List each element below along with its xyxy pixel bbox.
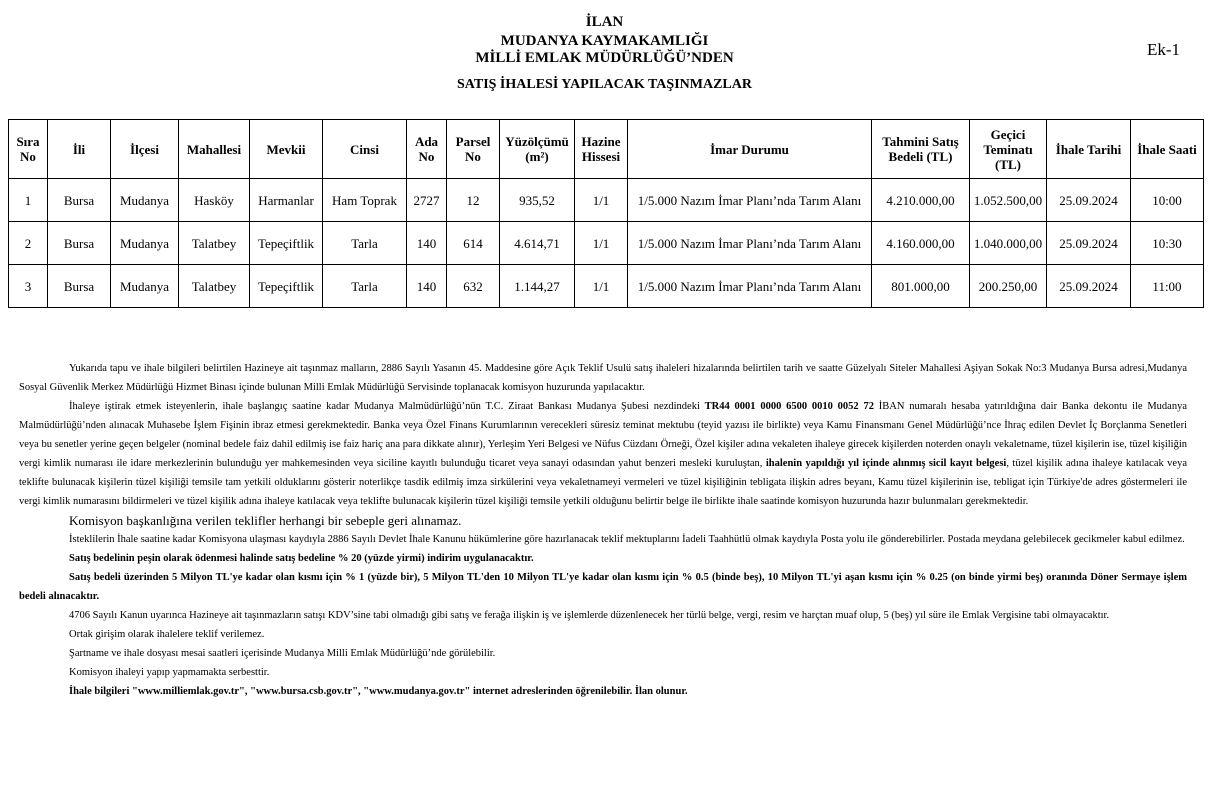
header-cell: Yüzölçümü (m²) [500, 120, 575, 179]
requirements-text: , tüzel kişilik adına ihaleye katılacak veya teklifte bulunacak kişilerin tüzel kişiliği temsile tam yetkili olduklarını gösterir noterlikçe tasdik edilmiş imza sirkülerini veya vekaletnameyi vermeleri ve tüzel kişiliğinin tebligata ilişkin adres beyanı, Kamu tüzel kişilerinin ise, tebligat için Türkiye'de adres göstermeleri ile vergi kimlik numarasını bildirmeleri ve tüzel kişilik adına ihaleye katılacak veya teklifte bulunacak kişilerin tüzel kişiliği temsile yetkili olduğunu belirtir belge ile birlikte ihale saatinde komisyon huzurunda hazır bulunmaları gerekmektedir. [19, 458, 1187, 507]
header-cell: Parsel No [447, 120, 500, 179]
paragraph-venue: Yukarıda tapu ve ihale bilgileri belirtilen Hazineye ait taşınmaz malların, 2886 Sayılı Yasanın 45. Maddesine göre Açık Teklif Usulü satış ihaleleri hizalarında belirtilen tarih ve saatte Güzelyalı Siteler Mahallesi Aşiyan Sokak No:3 Mudanya Bursa adresi,Mudanya Sosyal Güvenlik Merkez Müdürlüğü Hizmet Binası içinde bulunan Milli Emlak Müdürlüğü Servisinde toplanacak komisyon huzurunda yapılacaktır. [19, 363, 1187, 393]
notice-body [19, 359, 1187, 701]
header-cell: İmar Durumu [628, 120, 872, 179]
paragraph-specification: Şartname ve ihale dosyası mesai saatleri içerisinde Mudanya Milli Emlak Müdürlüğü’nde görülebilir. [69, 648, 496, 659]
table-cell: 25.09.2024 [1047, 222, 1131, 265]
notice-title: İLAN [585, 14, 624, 30]
table-cell: 1.040.000,00 [970, 222, 1047, 265]
table-cell: 632 [447, 265, 500, 308]
table-cell: 4.160.000,00 [872, 222, 970, 265]
table-cell: 25.09.2024 [1047, 265, 1131, 308]
header-cell: Cinsi [323, 120, 407, 179]
table-cell: 614 [447, 222, 500, 265]
table-cell: Mudanya [111, 222, 179, 265]
table-cell: 1.144,27 [500, 265, 575, 308]
paragraph-postal: İsteklilerin İhale saatine kadar Komisyona ulaşması kaydıyla 2886 Sayılı Devlet İhale Kanunu hükümlerine göre hazırlanacak teklif mektuplarını İadeli Taahhütlü olmak kaydıyla Posta yolu ile gönderebilirler. Postada meydana gelebilecek gecikmeler kabul edilmez. [69, 534, 1185, 545]
table-cell: 200.250,00 [970, 265, 1047, 308]
annex-label: Ek-1 [1147, 40, 1181, 59]
paragraph-requirements [19, 397, 1187, 511]
table-cell: Bursa [48, 222, 111, 265]
table-cell: Tarla [323, 222, 407, 265]
table-cell: 1.052.500,00 [970, 179, 1047, 222]
header-cell: Hazine Hissesi [575, 120, 628, 179]
table-cell: Harmanlar [250, 179, 323, 222]
table-cell: 1/1 [575, 265, 628, 308]
requirements-emphasis: ihalenin yapıldığı yıl içinde alınmış sicil kayıt belgesi [765, 458, 1007, 469]
table-cell: Mudanya [111, 179, 179, 222]
table-cell: Mudanya [111, 265, 179, 308]
table-cell: 10:00 [1131, 179, 1204, 222]
table-cell: 10:30 [1131, 222, 1204, 265]
table-cell: 2 [9, 222, 48, 265]
header-cell: Mahallesi [179, 120, 250, 179]
table-row [9, 222, 1204, 265]
table-cell: 1/1 [575, 222, 628, 265]
table-header-row [9, 120, 1204, 179]
paragraph-discount: Satış bedelinin peşin olarak ödenmesi halinde satış bedeline % 20 (yüzde yirmi) indirim uygulanacaktır. [69, 553, 534, 564]
property-table [8, 119, 1204, 308]
table-cell: 3 [9, 265, 48, 308]
header-cell: Tahmini Satış Bedeli (TL) [872, 120, 970, 179]
table-cell: 25.09.2024 [1047, 179, 1131, 222]
table-cell: Bursa [48, 265, 111, 308]
table-cell: 1 [9, 179, 48, 222]
header-cell: İhale Tarihi [1047, 120, 1131, 179]
table-cell: 140 [407, 265, 447, 308]
paragraph-commission: Komisyon ihaleyi yapıp yapmamakta serbesttir. [69, 667, 270, 678]
table-cell: Talatbey [179, 222, 250, 265]
table-cell: Talatbey [179, 265, 250, 308]
table-cell: 4.210.000,00 [872, 179, 970, 222]
paragraph-tax: 4706 Sayılı Kanun uyarınca Hazineye ait taşınmazların satışı KDV’sine tabi olmadığı gibi satış ve ferağa ilişkin iş ve işlemlerde düzenlenecek her türlü belge, vergi, resim ve harçtan muaf olup, 5 (beş) yıl süre ile Emlak Vergisine tabi olmayacaktır. [69, 610, 1110, 621]
table-cell: 801.000,00 [872, 265, 970, 308]
paragraph-joint-venture: Ortak girişim olarak ihalelere teklif verilemez. [69, 629, 265, 640]
header-cell: Sıra No [9, 120, 48, 179]
table-cell: Tepeçiftlik [250, 265, 323, 308]
table-cell: Ham Toprak [323, 179, 407, 222]
table-row [9, 265, 1204, 308]
table-cell: Hasköy [179, 179, 250, 222]
table-row [9, 179, 1204, 222]
table-cell: Bursa [48, 179, 111, 222]
paragraph-fee: Satış bedeli üzerinden 5 Milyon TL'ye kadar olan kısmı için % 1 (yüzde bir), 5 Milyon TL'den 10 Milyon TL'ye kadar olan kısmı için % 0.5 (binde beş), 10 Milyon TL'yi aşan kısmı için % 0.25 (on binde yirmi beş) oranında Döner Sermaye işlem bedeli alınacaktır. [19, 572, 1187, 602]
table-cell: 2727 [407, 179, 447, 222]
header-cell: İhale Saati [1131, 120, 1204, 179]
table-cell: 1/5.000 Nazım İmar Planı’nda Tarım Alanı [628, 222, 872, 265]
iban-number: TR44 0001 0000 6500 0010 0052 72 [704, 401, 874, 412]
authority-name: MUDANYA KAYMAKAMLIĞI [500, 33, 709, 49]
paragraph-offers: Komisyon başkanlığına verilen teklifler herhangi bir sebeple geri alınamaz. [69, 513, 462, 528]
table-cell: 11:00 [1131, 265, 1204, 308]
table-cell: Tarla [323, 265, 407, 308]
department-name: MİLLİ EMLAK MÜDÜRLÜĞÜ’NDEN [475, 50, 734, 66]
table-cell: 12 [447, 179, 500, 222]
requirements-text: İBAN numaralı hesaba yatırıldığına dair Banka dekontu ile Mudanya Malmüdürlüğü’nden alınacak Muhasebe İşlem Fişinin ibraz etmesi gerekmektedir. Banka veya Özel Finans Kurumlarının verecekleri süresiz teminat mektubu (teyid yazısı ile birlikte) veya Kamu Finansmanı Genel Müdürlüğü’nce İhraç edilen Devlet İç Borçlanma Senetleri veya bu senetler yerine geçen belgeler (nominal bedele faiz dahil edilmiş ise faiz hariç ana para dikkate alınır), Yerleşim Yeri Belgesi ve Nüfus Cüzdanı Örneği, Özel kişiler adına vekaleten ihaleye girecek kişilerden noterden onaylı vekaletname, tüzel kişilerin ise, tüzel kişiliğin vergi kimlik numarası ile idare merkezlerinin bulunduğu yer mahkemesinden veya siciline kayıtlı bulunduğu ticaret veya sanayi odasından yahut benzeri mesleki kuruluştan, [19, 401, 1188, 469]
table-cell: 1/5.000 Nazım İmar Planı’nda Tarım Alanı [628, 179, 872, 222]
header-cell: Mevkii [250, 120, 323, 179]
header-cell: Ada No [407, 120, 447, 179]
table-cell: Tepeçiftlik [250, 222, 323, 265]
table-cell: 140 [407, 222, 447, 265]
header-cell: İli [48, 120, 111, 179]
paragraph-websites: İhale bilgileri "www.milliemlak.gov.tr", "www.bursa.csb.gov.tr", "www.mudanya.gov.tr" internet adreslerinden öğrenilebilir. İlan olunur. [69, 686, 688, 697]
table-cell: 1/5.000 Nazım İmar Planı’nda Tarım Alanı [628, 265, 872, 308]
table-title: SATIŞ İHALESİ YAPILACAK TAŞINMAZLAR [457, 77, 752, 92]
table-cell: 4.614,71 [500, 222, 575, 265]
requirements-text: İhaleye iştirak etmek isteyenlerin, ihale başlangıç saatine kadar Mudanya Malmüdürlüğü’nün T.C. Ziraat Bankası Mudanya Şubesi nezdindeki [69, 401, 700, 412]
table-cell: 1/1 [575, 179, 628, 222]
header-cell: İlçesi [111, 120, 179, 179]
table-cell: 935,52 [500, 179, 575, 222]
header-cell: Geçici Teminatı (TL) [970, 120, 1047, 179]
